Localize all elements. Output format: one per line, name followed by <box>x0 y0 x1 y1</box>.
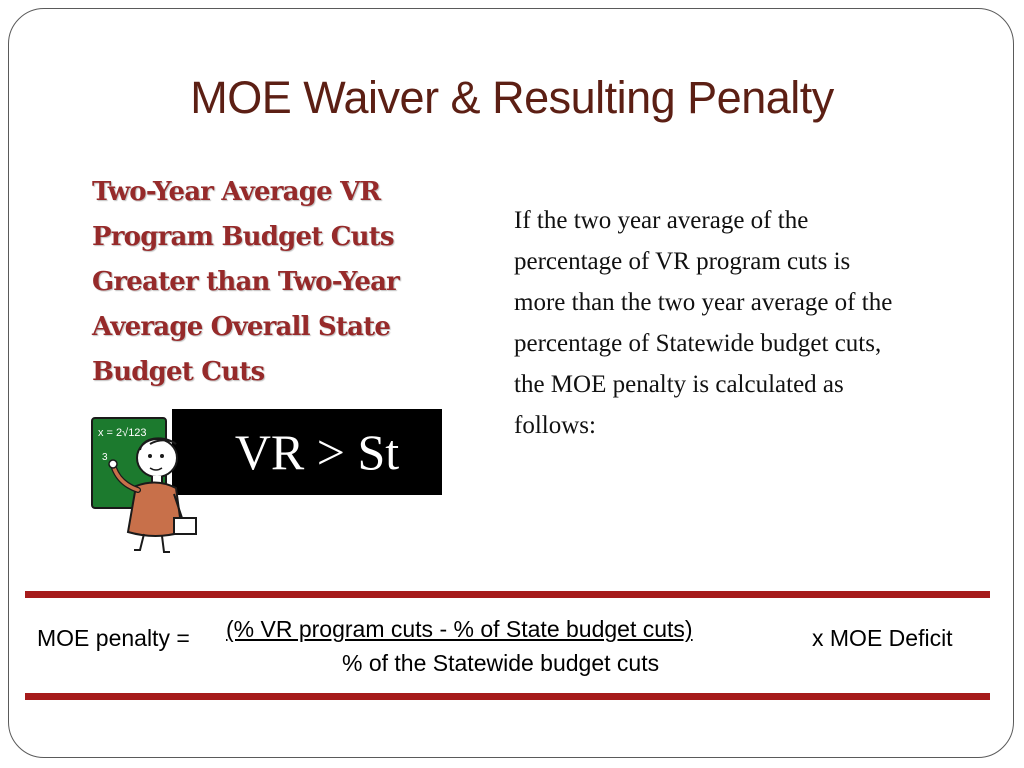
svg-text:3: 3 <box>102 452 108 463</box>
slide-body-text: If the two year average of the percentage of VR program cuts is more than the two year average of the percentage of Statewide budget cuts, the MOE penalty is calculated as follows: <box>514 207 893 439</box>
chalk-equation: x = 2√123 <box>98 427 147 439</box>
formula-label: MOE penalty = <box>37 625 190 651</box>
divider-bottom <box>25 693 990 700</box>
comparison-badge-text: VR > St <box>234 424 400 480</box>
comparison-badge <box>172 409 442 495</box>
formula-numerator: (% VR program cuts - % of State budget cuts) <box>226 616 693 642</box>
slide-subheading: Two-Year Average VR Program Budget Cuts Greater than Two-Year Average Overall State Budget Cuts <box>92 177 400 387</box>
penalty-formula <box>0 612 1024 682</box>
teacher-at-chalkboard-icon <box>90 414 200 556</box>
formula-multiplier: x MOE Deficit <box>812 625 953 651</box>
divider-top <box>25 591 990 598</box>
formula-denominator: % of the Statewide budget cuts <box>342 650 660 676</box>
slide-title: MOE Waiver & Resulting Penalty <box>190 72 834 123</box>
